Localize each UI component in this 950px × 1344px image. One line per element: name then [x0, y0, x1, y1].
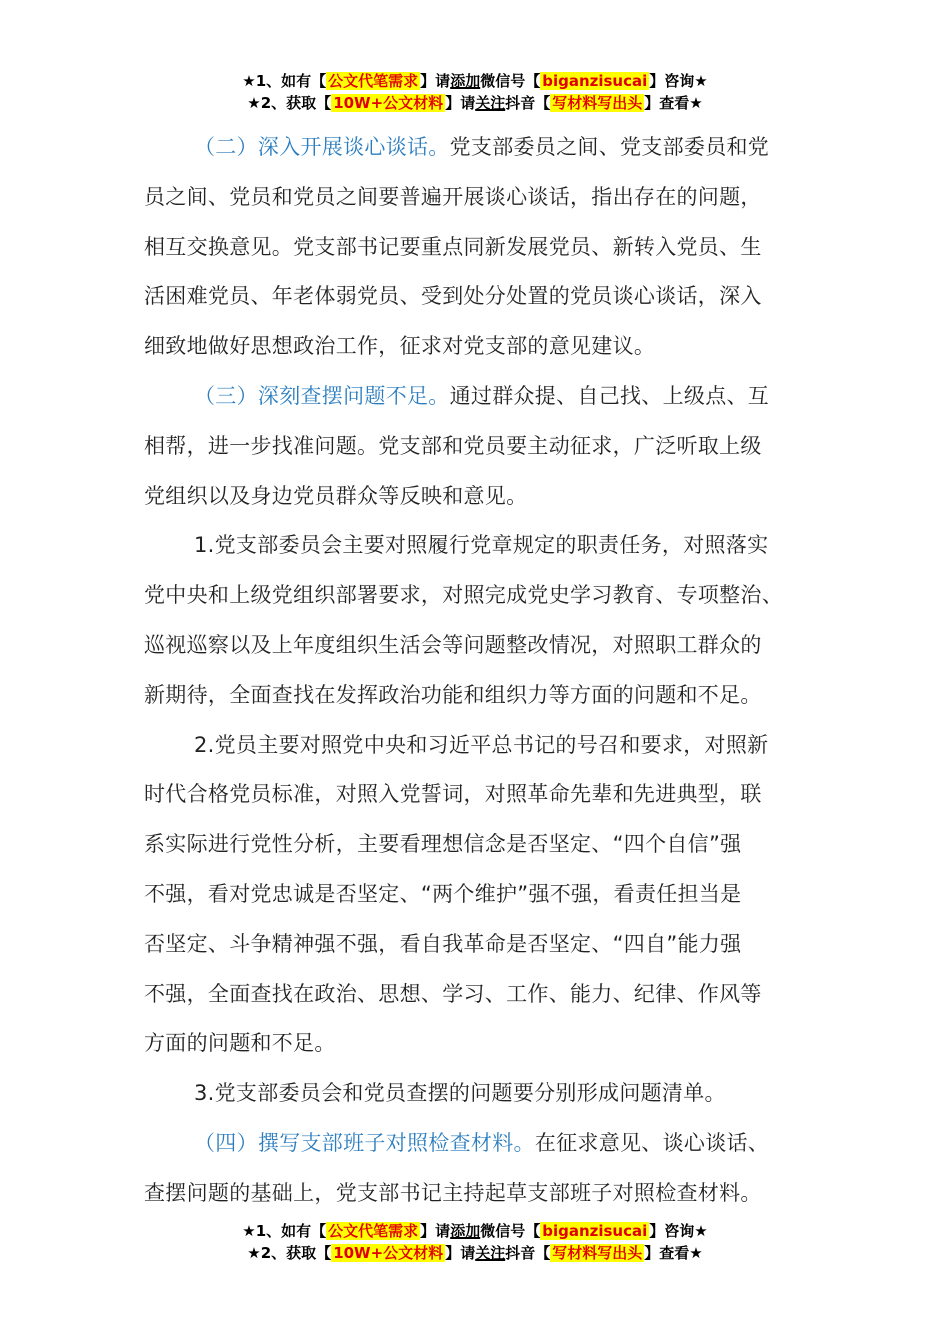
paragraph-3: （三）深刻查摆问题不足。通过群众提、自己找、上级点、互 相帮，进一步找准问题。党支部和党员要主动征求，广泛听取上级 党组织以及身边党员群众等反映和意见。 — [144, 383, 770, 508]
paragraph-item-3: 3.党支部委员会和党员查摆的问题要分别形成问题清单。 — [194, 1081, 726, 1106]
paragraph-item-2: 2.党员主要对照党中央和习近平总书记的号召和要求，对照新 时代合格党员标准，对照入党誓词，对照革命先辈和先进典型，联 系实际进行党性分析，主要看理想信念是否坚定、“四个自信”强 不强，看对党忠诚是否坚定、“两个维护”强不强，看责任担当是 否坚定、斗争精神强不强，看自我革命是否坚定、“四自”能力强 不强，全面查找在政治、思想、学习、工作、能力、纪律、作风等 方面的问题和不足。 — [144, 732, 769, 1056]
banner-line-2: ★2、获取【 10W+公文材料 】请关注抖音【 写材料写出头 】查看★ — [247, 94, 703, 112]
section-heading: （三）深刻查摆问题不足。 — [194, 383, 450, 408]
paragraph-2: （二）深入开展谈心谈话。党支部委员之间、党支部委员和党 员之间、党员和党员之间要普遍开展谈心谈话，指出存在的问题， 相互交换意见。党支部书记要重点同新发展党员、新转入党员、生 活困难党员、年老体弱党员、受到处分处置的党员谈心谈话，深入 细致地做好思想政治工作，征求对党支部的意见建议。 — [144, 135, 770, 359]
document-body — [144, 123, 809, 1219]
banner-line-2: ★2、获取【 10W+公文材料 】请关注抖音【 写材料写出头 】查看★ — [247, 1244, 703, 1262]
paragraph-4: （四）撰写支部班子对照检查材料。在征求意见、谈心谈话、 查摆问题的基础上，党支部书记主持起草支部班子对照检查材料。 — [144, 1130, 770, 1205]
top-banner — [0, 70, 950, 114]
paragraph-item-1: 1.党支部委员会主要对照履行党章规定的职责任务，对照落实 党中央和上级党组织部署要求，对照完成党史学习教育、专项整治、 巡视巡察以及上年度组织生活会等问题整改情况，对照职工群众的 新期待，全面查找在发挥政治功能和组织力等方面的问题和不足。 — [144, 533, 783, 707]
banner-line-1: ★1、如有【 公文代笔需求 】请添加微信号【 biganzisucai 】咨询★ — [242, 72, 708, 90]
section-heading: （四）撰写支部班子对照检查材料。 — [194, 1130, 535, 1155]
banner-line-1: ★1、如有【 公文代笔需求 】请添加微信号【 biganzisucai 】咨询★ — [242, 1222, 708, 1240]
section-heading: （二）深入开展谈心谈话。 — [194, 135, 450, 159]
bottom-banner — [0, 1220, 950, 1264]
